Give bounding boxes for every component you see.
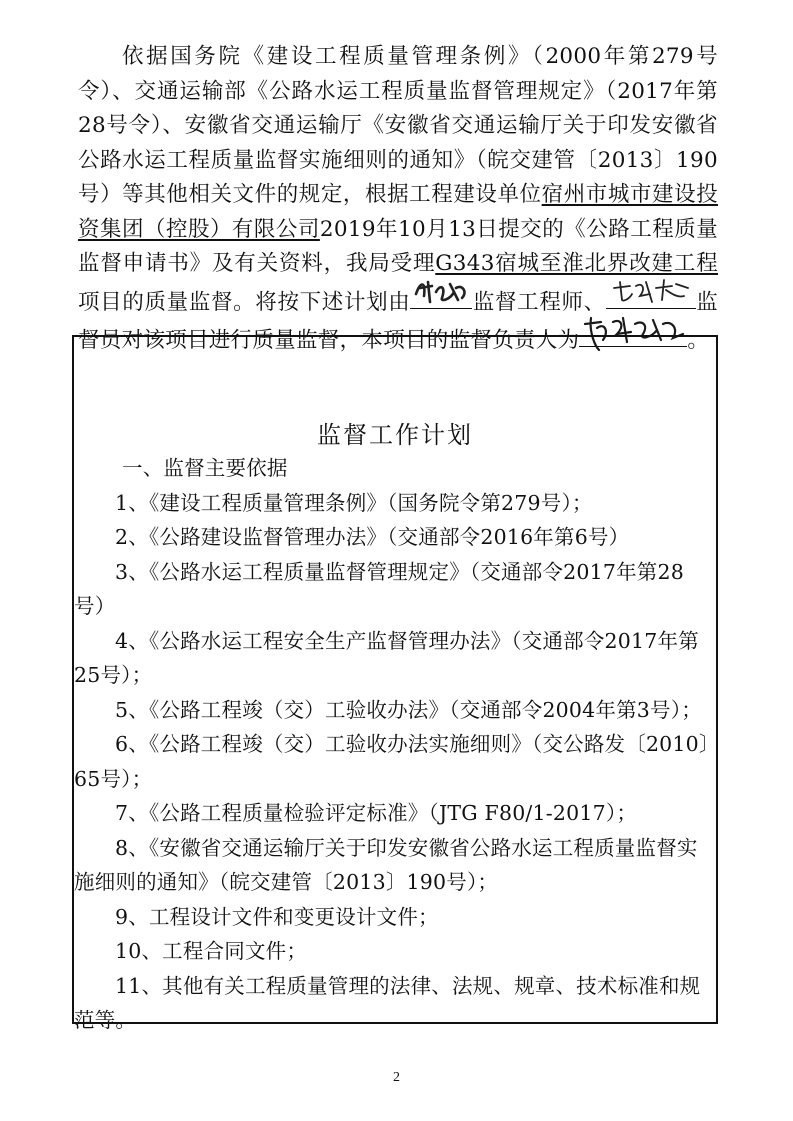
basis-item-6: 6、《公路工程竣（交）工验收办法实施细则》（交公路发〔2010〕65号）； bbox=[74, 732, 710, 791]
basis-item-4: 4、《公路水运工程安全生产监督管理办法》（交通部令2017年第25号）； bbox=[74, 628, 699, 687]
intro-text-2: 2019年10月13日提交的《公路工程质量监督申请书》及有关资料，我局受理 bbox=[78, 216, 718, 276]
signature-supervisor bbox=[606, 282, 696, 309]
intro-text-5: 监督员对该项目进行质量监督，本项目的监督负责人为 bbox=[78, 289, 718, 353]
intro-text-4: 监督工程师、 bbox=[472, 289, 606, 315]
intro-paragraph bbox=[78, 40, 718, 359]
basis-item-5: 5、《公路工程竣（交）工验收办法》（交通部令2004年第3号）； bbox=[115, 697, 702, 722]
basis-item-2: 2、《公路建设监督管理办法》（交通部令2016年第6号） bbox=[115, 525, 630, 549]
basis-item-7: 7、《公路工程质量检验评定标准》（JTG F80/1-2017）； bbox=[115, 801, 638, 825]
intro-text-6: 。 bbox=[687, 328, 710, 353]
basis-item-9: 9、工程设计文件和变更设计文件； bbox=[115, 904, 439, 929]
basis-item-11: 11、其他有关工程质量管理的法律、法规、规章、技术标准和规范等。 bbox=[74, 973, 701, 1032]
intro-text-1: 依据国务院《建设工程质量管理条例》（2000年第279号令）、交通运输部《公路水运工程质量监督管理规定》（2017年第28号令）、安徽省交通运输厅《安徽省交通运输厅关于印发安徽省公路水运工程质量监督实施细则的通知》（皖交建管〔2013〕190号）等其他相关文件的规定，根据工程建设单位 bbox=[78, 44, 718, 207]
construction-unit-name: 宿州市城市建设投资集团（控股）有限公司 bbox=[78, 182, 718, 242]
basis-item-8: 8、《安徽省交通运输厅关于印发安徽省公路水运工程质量监督实施细则的通知》（皖交建管〔2013〕190号）； bbox=[74, 835, 698, 894]
plan-title: 监督工作计划 bbox=[317, 421, 473, 449]
project-name: G343宿城至淮北界改建工程 bbox=[435, 251, 718, 276]
plan-body bbox=[74, 451, 714, 1038]
intro-text-3: 项目的质量监督。将按下述计划由 bbox=[78, 289, 411, 315]
supervision-plan-box bbox=[72, 335, 718, 1032]
signature-supervising-engineer bbox=[410, 282, 472, 309]
section-heading: 一、监督主要依据 bbox=[122, 456, 288, 480]
basis-item-1: 1、《建设工程质量管理条例》（国务院令第279号）； bbox=[115, 490, 593, 515]
basis-item-10: 10、工程合同文件； bbox=[115, 939, 308, 963]
page-number: 2 bbox=[393, 1070, 400, 1085]
basis-item-3: 3、《公路水运工程质量监督管理规定》（交通部令2017年第28号） bbox=[74, 559, 684, 618]
